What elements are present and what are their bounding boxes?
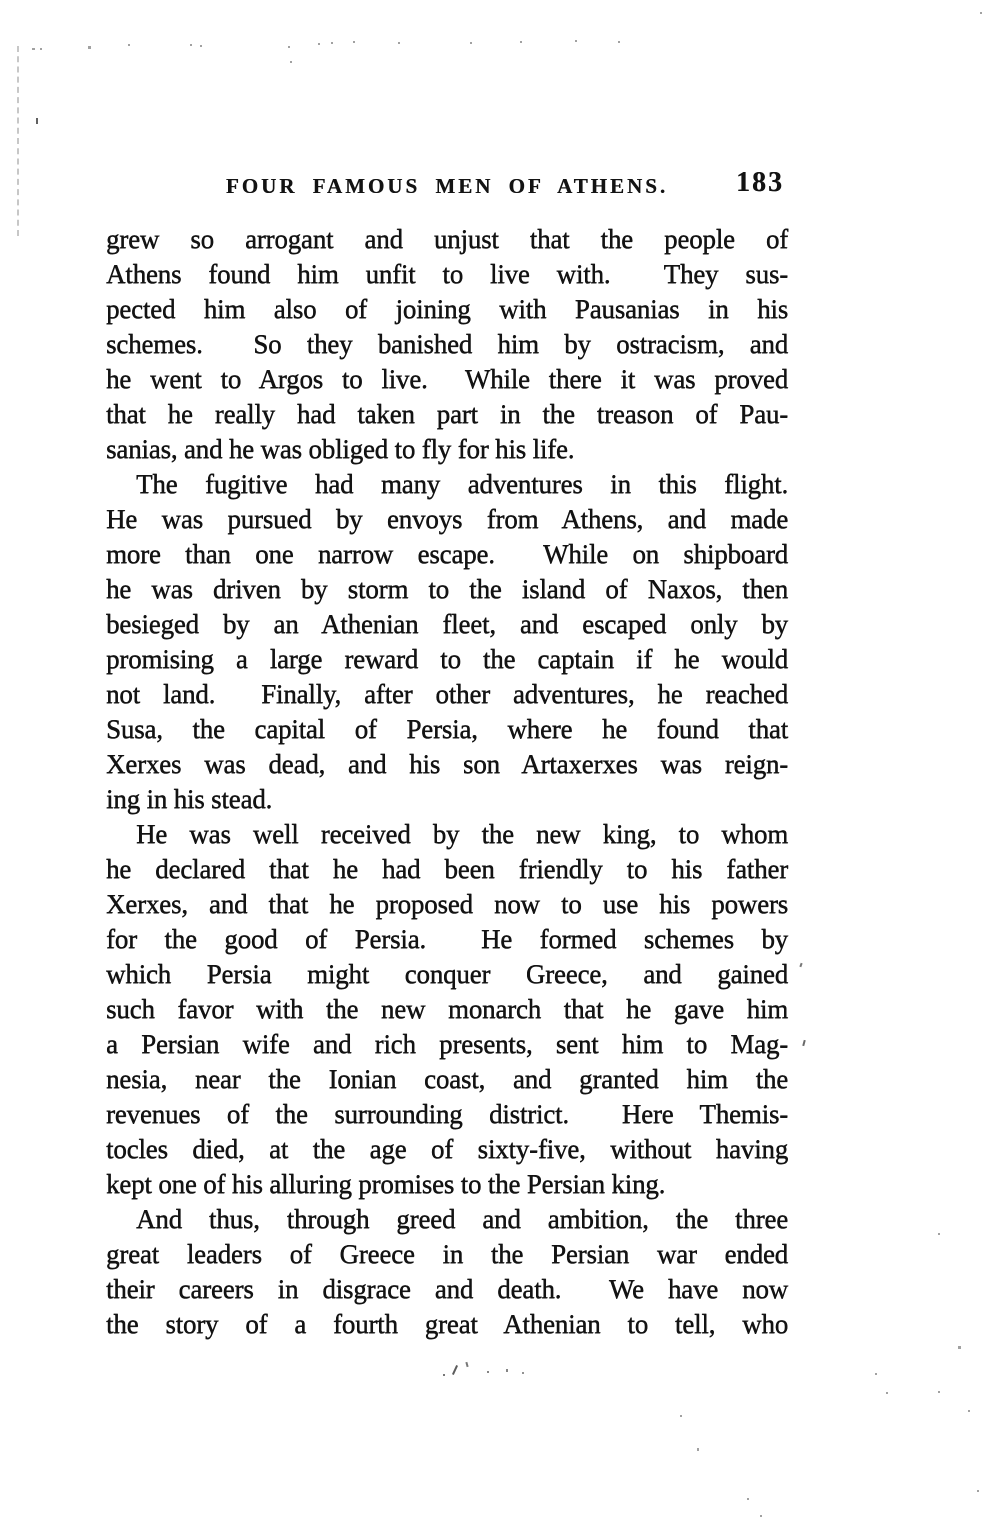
scan-speck: [680, 1415, 682, 1417]
scan-speck: [487, 1371, 489, 1373]
text-line: which Persia might conquer Greece, and gained: [106, 959, 788, 989]
text-line: he declared that he had been friendly to his father: [106, 854, 788, 884]
scan-speck: [36, 118, 38, 124]
text-line: such favor with the new monarch that he gave him: [106, 994, 788, 1024]
text-line: a Persian wife and rich presents, sent him to Mag-: [106, 1029, 788, 1059]
scan-speck: [318, 43, 320, 45]
scan-speck: [938, 1233, 940, 1235]
text-line: for the good of Persia. He formed schemes by: [106, 924, 788, 954]
text-line: that he really had taken part in the treason of Pau-: [106, 399, 788, 429]
text-line: The fugitive had many adventures in this flight.: [136, 469, 788, 499]
scan-fold-line: [17, 46, 19, 236]
scan-speck: [697, 1448, 699, 1451]
scan-speck: [747, 1498, 749, 1500]
text-line: the story of a fourth great Athenian to tell, who: [106, 1309, 788, 1339]
scan-speck: [968, 1410, 970, 1412]
running-header: [106, 167, 788, 200]
text-line: Athens found him unfit to live with. They sus-: [106, 259, 788, 289]
text-line: He was well received by the new king, to whom: [136, 819, 788, 849]
scan-speck: [88, 46, 91, 49]
scan-speck: [980, 12, 982, 14]
page-number: 183: [736, 167, 784, 198]
scan-speck: [398, 42, 400, 44]
text-line: nesia, near the Ionian coast, and granted him the: [106, 1064, 788, 1094]
text-line: not land. Finally, after other adventures, he reached: [106, 679, 788, 709]
text-column: [106, 167, 788, 1342]
scan-speck: [977, 1490, 979, 1492]
scan-speck: [886, 1392, 888, 1394]
text-line: revenues of the surrounding district. Here Themis-: [106, 1099, 788, 1129]
running-header-title: FOUR FAMOUS MEN OF ATHENS.: [225, 174, 669, 198]
scan-speck: [128, 44, 130, 46]
scan-speck: [506, 1369, 508, 1372]
scan-speck: [200, 45, 202, 47]
scan-speck: [760, 1515, 762, 1517]
text-line: pected him also of joining with Pausanias in his: [106, 294, 788, 324]
scan-speck: [32, 48, 35, 50]
text-line: more than one narrow escape. While on shipboard: [106, 539, 788, 569]
scan-speck: [938, 1391, 940, 1393]
scan-speck: [288, 46, 290, 48]
text-line: sanias, and he was obliged to fly for his life.: [106, 434, 575, 464]
text-line: besieged by an Athenian fleet, and escaped only by: [106, 609, 788, 639]
text-line: he went to Argos to live. While there it was proved: [106, 364, 788, 394]
text-line: he was driven by storm to the island of Naxos, then: [106, 574, 788, 604]
text-line: Xerxes, and that he proposed now to use his powers: [106, 889, 788, 919]
text-line: Xerxes was dead, and his son Artaxerxes was reign-: [106, 749, 788, 779]
scan-speck: [799, 963, 802, 967]
page-body: [106, 222, 788, 1342]
scan-speck: [618, 41, 620, 43]
text-line: He was pursued by envoys from Athens, and made: [106, 504, 788, 534]
scan-speck: [465, 1362, 468, 1367]
text-line: schemes. So they banished him by ostracism, and: [106, 329, 788, 359]
text-line: ing in his stead.: [106, 784, 273, 814]
scan-speck: [470, 42, 472, 44]
scan-speck: [522, 1372, 524, 1374]
text-line: kept one of his alluring promises to the Persian king.: [106, 1169, 666, 1199]
text-line: promising a large reward to the captain if he would: [106, 644, 788, 674]
text-line: And thus, through greed and ambition, the three: [136, 1204, 788, 1234]
text-line: great leaders of Greece in the Persian war ended: [106, 1239, 788, 1269]
scan-speck: [520, 41, 522, 43]
text-line: grew so arrogant and unjust that the people of: [106, 224, 788, 254]
scan-speck: [331, 42, 333, 44]
scan-speck: [452, 1365, 458, 1375]
scan-speck: [290, 61, 292, 63]
scan-speck: [40, 48, 42, 50]
scan-speck: [958, 1346, 961, 1349]
scan-speck: [353, 41, 355, 43]
text-line: tocles died, at the age of sixty-five, without having: [106, 1134, 788, 1164]
text-line: Susa, the capital of Persia, where he found that: [106, 714, 788, 744]
scan-speck: [190, 44, 192, 46]
text-line: their careers in disgrace and death. We have now: [106, 1274, 788, 1304]
scan-speck: [443, 1374, 445, 1376]
scan-speck: [575, 40, 577, 42]
scan-speck: [802, 1040, 805, 1046]
scan-speck: [875, 1373, 877, 1375]
